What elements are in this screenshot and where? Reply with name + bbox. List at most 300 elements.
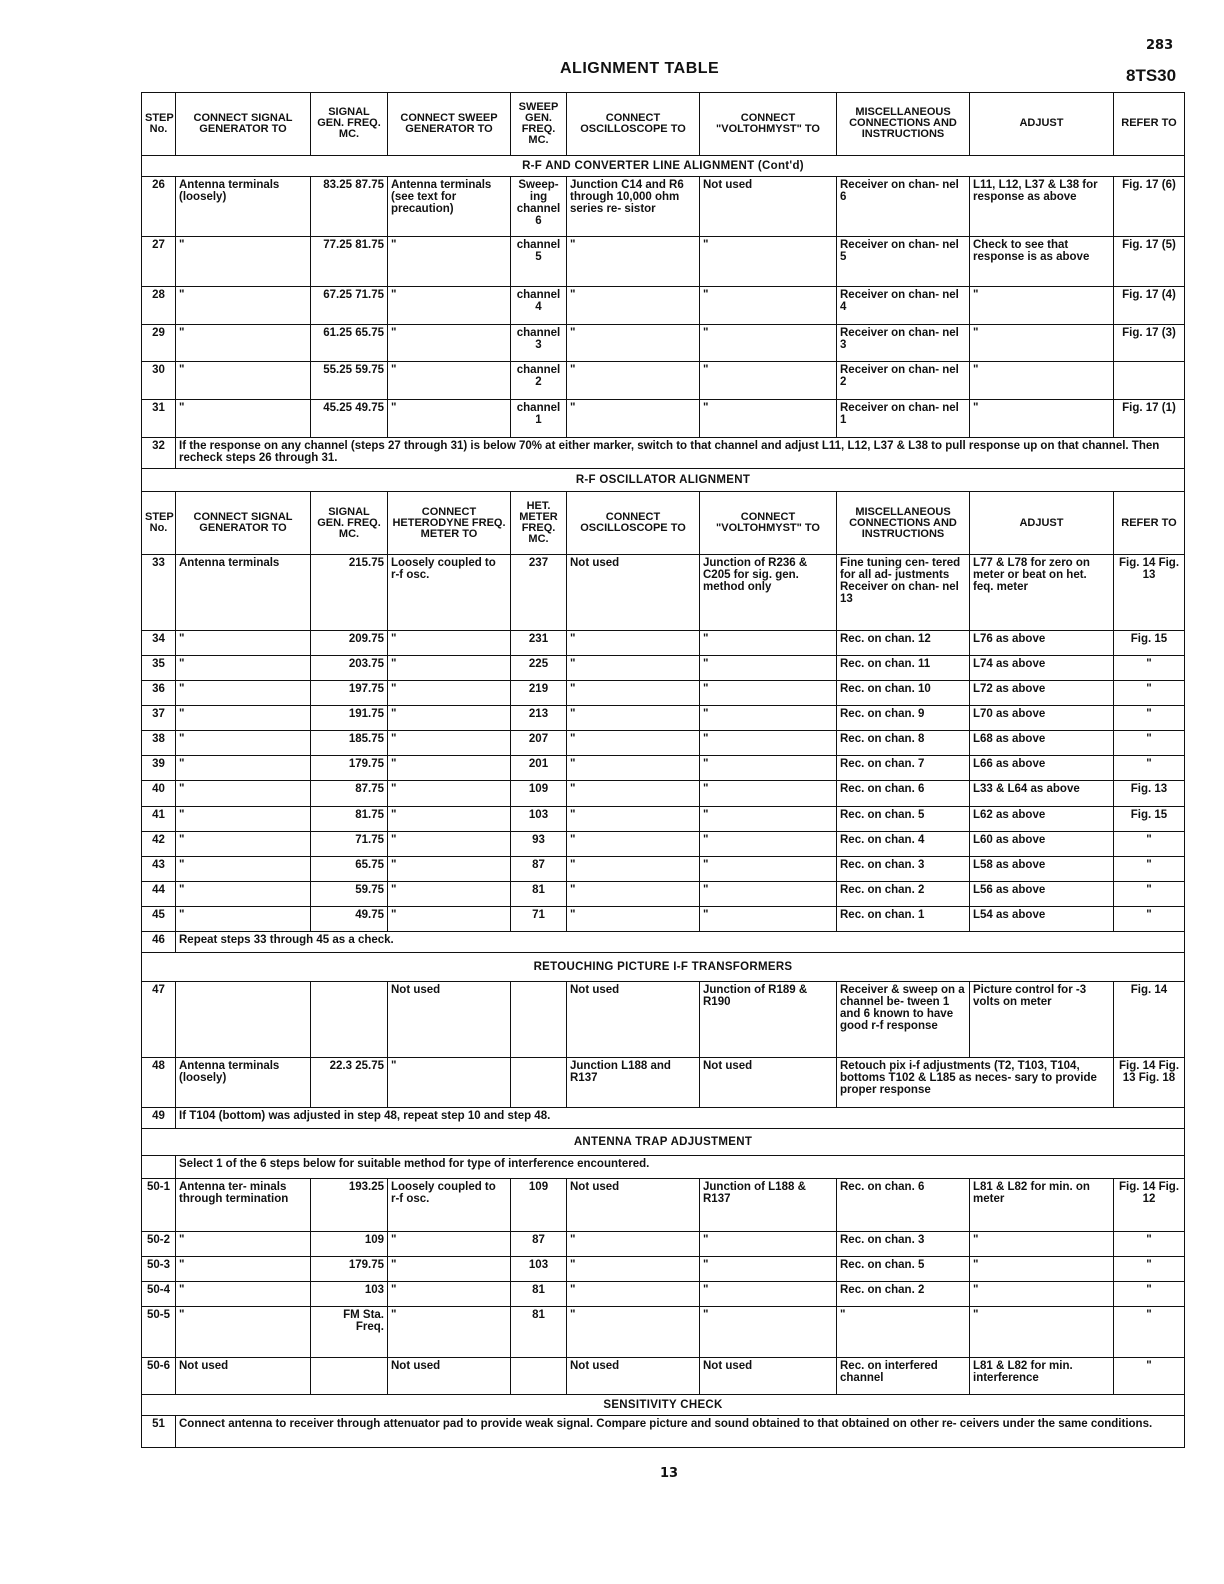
cell-het: " <box>388 705 511 730</box>
table-row <box>142 324 1185 362</box>
cell-scope: " <box>567 831 700 856</box>
cell-step: 50-5 <box>142 1307 176 1357</box>
cell-het: " <box>388 1307 511 1357</box>
cell-adjust: L11, L12, L37 & L38 for response as above <box>970 176 1114 236</box>
cell-misc: Receiver on chan- nel 4 <box>837 286 970 324</box>
cell-sig: " <box>176 400 311 438</box>
cell-refer: Fig. 15 <box>1114 806 1185 831</box>
section-row <box>142 155 1185 176</box>
cell-sig: " <box>176 1282 311 1307</box>
cell-het: " <box>388 831 511 856</box>
cell-hfreq: 109 <box>511 781 567 806</box>
section-row <box>142 953 1185 982</box>
table-row <box>142 437 1185 468</box>
cell-sig: " <box>176 731 311 756</box>
cell-adjust: Picture control for -3 volts on meter <box>970 982 1114 1057</box>
cell-misc: Receiver on chan- nel 5 <box>837 236 970 286</box>
cell-scope: " <box>567 1307 700 1357</box>
cell-sfreq: channel 3 <box>511 324 567 362</box>
cell-step: 40 <box>142 781 176 806</box>
cell-step: 29 <box>142 324 176 362</box>
cell-step <box>142 1156 176 1179</box>
cell-misc: Rec. on chan. 6 <box>837 781 970 806</box>
cell-hfreq: 71 <box>511 907 567 932</box>
cell-refer <box>1114 362 1185 400</box>
cell-refer: " <box>1114 1357 1185 1395</box>
cell-hfreq: 81 <box>511 1307 567 1357</box>
header-sweep_freq: SWEEP GEN. FREQ. MC. <box>511 93 567 156</box>
cell-refer: Fig. 14 Fig. 13 Fig. 18 <box>1114 1057 1185 1107</box>
cell-step: 38 <box>142 731 176 756</box>
cell-sig <box>176 982 311 1057</box>
section-row <box>142 1129 1185 1156</box>
cell-misc: Rec. on chan. 8 <box>837 731 970 756</box>
cell-volt: " <box>700 806 837 831</box>
cell-refer: " <box>1114 705 1185 730</box>
cell-het: Not used <box>388 982 511 1057</box>
cell-freq <box>311 1357 388 1395</box>
header-adjust: ADJUST <box>970 492 1114 555</box>
header-volt: CONNECT "VOLTOHMYST" TO <box>700 93 837 156</box>
table-row <box>142 1357 1185 1395</box>
cell-het: " <box>388 1057 511 1107</box>
cell-hfreq <box>511 1057 567 1107</box>
cell-refer: Fig. 13 <box>1114 781 1185 806</box>
section-title: SENSITIVITY CHECK <box>142 1395 1185 1416</box>
cell-scope: " <box>567 907 700 932</box>
page-number: 283 <box>1146 38 1174 53</box>
cell-refer: " <box>1114 881 1185 906</box>
header-misc: MISCELLANEOUS CONNECTIONS AND INSTRUCTIONS <box>837 492 970 555</box>
header-refer: REFER TO <box>1114 492 1185 555</box>
table-row <box>142 1231 1185 1256</box>
cell-step: 41 <box>142 806 176 831</box>
cell-het: " <box>388 1231 511 1256</box>
cell-misc: Receiver on chan- nel 1 <box>837 400 970 438</box>
cell-volt: Not used <box>700 1357 837 1395</box>
cell-volt: " <box>700 881 837 906</box>
cell-het: " <box>388 1256 511 1281</box>
table-row <box>142 680 1185 705</box>
cell-scope: " <box>567 881 700 906</box>
cell-scope: " <box>567 1231 700 1256</box>
cell-sig: " <box>176 1231 311 1256</box>
cell-volt: " <box>700 831 837 856</box>
header-row <box>142 93 1185 156</box>
cell-refer: " <box>1114 731 1185 756</box>
cell-misc: Receiver & sweep on a channel be- tween 1 and 6 known to have good r-f response <box>837 982 970 1057</box>
model-number: 8TS30 <box>1126 66 1177 85</box>
cell-freq: 179.75 <box>311 1256 388 1281</box>
cell-scope: " <box>567 236 700 286</box>
cell-step: 32 <box>142 437 176 468</box>
cell-het: " <box>388 806 511 831</box>
cell-volt: " <box>700 680 837 705</box>
cell-scope: " <box>567 680 700 705</box>
cell-sfreq: channel 5 <box>511 236 567 286</box>
header-step: STEP No. <box>142 93 176 156</box>
cell-refer: " <box>1114 907 1185 932</box>
header-het_freq: HET. METER FREQ. MC. <box>511 492 567 555</box>
cell-adjust: " <box>970 286 1114 324</box>
cell-refer: " <box>1114 831 1185 856</box>
cell-sig: " <box>176 630 311 655</box>
cell-sig: Not used <box>176 1357 311 1395</box>
header-sweep_gen: CONNECT SWEEP GENERATOR TO <box>388 93 511 156</box>
cell-sweep: " <box>388 236 511 286</box>
cell-sig: " <box>176 655 311 680</box>
cell-hfreq: 237 <box>511 555 567 630</box>
cell-het: Loosely coupled to r-f osc. <box>388 1179 511 1231</box>
cell-scope: " <box>567 856 700 881</box>
cell-hfreq: 93 <box>511 831 567 856</box>
cell-adjust: L60 as above <box>970 831 1114 856</box>
cell-sig: Antenna ter- minals through termination <box>176 1179 311 1231</box>
cell-het: " <box>388 1282 511 1307</box>
cell-sig: " <box>176 1307 311 1357</box>
cell-sig: " <box>176 907 311 932</box>
cell-step: 37 <box>142 705 176 730</box>
cell-scope: Not used <box>567 1357 700 1395</box>
table-row <box>142 1156 1185 1179</box>
cell-volt: " <box>700 362 837 400</box>
table-row <box>142 236 1185 286</box>
cell-volt: Not used <box>700 176 837 236</box>
cell-refer: Fig. 17 (3) <box>1114 324 1185 362</box>
cell-het: Loosely coupled to r-f osc. <box>388 555 511 630</box>
cell-freq: 185.75 <box>311 731 388 756</box>
cell-misc: Rec. on chan. 4 <box>837 831 970 856</box>
cell-adjust: L68 as above <box>970 731 1114 756</box>
cell-freq: 215.75 <box>311 555 388 630</box>
header-step: STEP No. <box>142 492 176 555</box>
cell-scope: " <box>567 1256 700 1281</box>
cell-freq: 71.75 <box>311 831 388 856</box>
cell-adjust: " <box>970 1282 1114 1307</box>
cell-scope: Junction L188 and R137 <box>567 1057 700 1107</box>
cell-refer: " <box>1114 1256 1185 1281</box>
cell-volt: Junction of R236 & C205 for sig. gen. method only <box>700 555 837 630</box>
cell-scope: " <box>567 731 700 756</box>
cell-adjust: L76 as above <box>970 630 1114 655</box>
cell-volt: " <box>700 630 837 655</box>
cell-hfreq: 225 <box>511 655 567 680</box>
cell-adjust: " <box>970 324 1114 362</box>
cell-volt: " <box>700 756 837 781</box>
cell-freq: 109 <box>311 1231 388 1256</box>
cell-scope: " <box>567 756 700 781</box>
cell-freq: 65.75 <box>311 856 388 881</box>
cell-misc: Receiver on chan- nel 6 <box>837 176 970 236</box>
cell-step: 30 <box>142 362 176 400</box>
header-volt: CONNECT "VOLTOHMYST" TO <box>700 492 837 555</box>
cell-scope: " <box>567 400 700 438</box>
cell-step: 31 <box>142 400 176 438</box>
table-row <box>142 932 1185 953</box>
cell-sfreq: channel 1 <box>511 400 567 438</box>
cell-freq: 49.75 <box>311 907 388 932</box>
page-title: ALIGNMENT TABLE <box>560 60 720 77</box>
cell-adjust: Check to see that response is as above <box>970 236 1114 286</box>
cell-het: " <box>388 630 511 655</box>
section-title: R-F AND CONVERTER LINE ALIGNMENT (Cont'd) <box>142 155 1185 176</box>
cell-scope: " <box>567 286 700 324</box>
cell-refer: " <box>1114 1307 1185 1357</box>
cell-refer: Fig. 17 (5) <box>1114 236 1185 286</box>
table-row <box>142 1256 1185 1281</box>
table-row <box>142 555 1185 630</box>
cell-step: 42 <box>142 831 176 856</box>
cell-het: " <box>388 881 511 906</box>
cell-misc: Rec. on chan. 9 <box>837 705 970 730</box>
header-refer: REFER TO <box>1114 93 1185 156</box>
cell-sweep: " <box>388 400 511 438</box>
cell-het: " <box>388 731 511 756</box>
cell-sig: Antenna terminals (loosely) <box>176 1057 311 1107</box>
cell-adjust: " <box>970 1307 1114 1357</box>
cell-het: " <box>388 655 511 680</box>
header-het: CONNECT HETERODYNE FREQ. METER TO <box>388 492 511 555</box>
cell-refer: " <box>1114 655 1185 680</box>
cell-het: " <box>388 907 511 932</box>
cell-hfreq: 81 <box>511 881 567 906</box>
cell-sfreq: channel 2 <box>511 362 567 400</box>
cell-adjust: " <box>970 362 1114 400</box>
cell-hfreq <box>511 982 567 1057</box>
cell-adjust: " <box>970 1231 1114 1256</box>
cell-step: 49 <box>142 1108 176 1129</box>
cell-refer: Fig. 14 Fig. 13 <box>1114 555 1185 630</box>
cell-sig: " <box>176 756 311 781</box>
cell-het: " <box>388 856 511 881</box>
cell-note: If the response on any channel (steps 27 through 31) is below 70% at either marker, switch to that channel and adjust L11, L12, L37 & L38 to pull response up on that channel. Then recheck steps 26 through 31. <box>176 437 1185 468</box>
cell-sig: " <box>176 680 311 705</box>
cell-scope: " <box>567 781 700 806</box>
cell-volt: " <box>700 907 837 932</box>
cell-volt: " <box>700 236 837 286</box>
table-row <box>142 806 1185 831</box>
header-scope: CONNECT OSCILLOSCOPE TO <box>567 492 700 555</box>
cell-volt: " <box>700 781 837 806</box>
cell-sweep: " <box>388 362 511 400</box>
cell-freq: 59.75 <box>311 881 388 906</box>
cell-step: 34 <box>142 630 176 655</box>
cell-step: 36 <box>142 680 176 705</box>
cell-freq: 83.25 87.75 <box>311 176 388 236</box>
cell-hfreq: 103 <box>511 806 567 831</box>
cell-refer: " <box>1114 680 1185 705</box>
cell-scope: " <box>567 630 700 655</box>
cell-volt: " <box>700 324 837 362</box>
cell-sig: " <box>176 831 311 856</box>
header-sig_freq: SIGNAL GEN. FREQ. MC. <box>311 492 388 555</box>
section-row <box>142 1395 1185 1416</box>
cell-volt: " <box>700 1282 837 1307</box>
cell-volt: Not used <box>700 1057 837 1107</box>
cell-volt: Junction of R189 & R190 <box>700 982 837 1057</box>
cell-sig: " <box>176 1256 311 1281</box>
cell-volt: " <box>700 1231 837 1256</box>
cell-misc: Rec. on chan. 5 <box>837 1256 970 1281</box>
cell-scope: " <box>567 1282 700 1307</box>
table-row <box>142 1057 1185 1107</box>
cell-step: 46 <box>142 932 176 953</box>
cell-volt: " <box>700 856 837 881</box>
footer-page-number: 13 <box>660 1466 679 1481</box>
cell-misc: Rec. on chan. 2 <box>837 1282 970 1307</box>
cell-volt: " <box>700 705 837 730</box>
cell-misc: Rec. on chan. 5 <box>837 806 970 831</box>
cell-step: 35 <box>142 655 176 680</box>
alignment-table-wrap <box>141 92 1184 1448</box>
cell-misc: Rec. on chan. 11 <box>837 655 970 680</box>
cell-freq: 197.75 <box>311 680 388 705</box>
table-row <box>142 1307 1185 1357</box>
cell-misc: Fine tuning cen- tered for all ad- justments Receiver on chan- nel 13 <box>837 555 970 630</box>
cell-scope: Not used <box>567 555 700 630</box>
cell-scope: " <box>567 362 700 400</box>
cell-refer: Fig. 17 (1) <box>1114 400 1185 438</box>
cell-misc: Rec. on chan. 1 <box>837 907 970 932</box>
table-row <box>142 655 1185 680</box>
cell-refer: " <box>1114 1231 1185 1256</box>
cell-freq: 191.75 <box>311 705 388 730</box>
cell-sig: Antenna terminals <box>176 555 311 630</box>
cell-hfreq: 103 <box>511 1256 567 1281</box>
cell-misc: Receiver on chan- nel 2 <box>837 362 970 400</box>
cell-misc: Retouch pix i-f adjustments (T2, T103, T104, bottoms T102 & L185 as neces- sary to provide proper response <box>837 1057 1114 1107</box>
cell-volt: " <box>700 1307 837 1357</box>
cell-adjust: L81 & L82 for min. on meter <box>970 1179 1114 1231</box>
header-sig_freq: SIGNAL GEN. FREQ. MC. <box>311 93 388 156</box>
section-title: RETOUCHING PICTURE I-F TRANSFORMERS <box>142 953 1185 982</box>
cell-freq: 193.25 <box>311 1179 388 1231</box>
cell-freq: 209.75 <box>311 630 388 655</box>
cell-step: 50-1 <box>142 1179 176 1231</box>
cell-step: 33 <box>142 555 176 630</box>
cell-sig: " <box>176 781 311 806</box>
table-row <box>142 362 1185 400</box>
cell-step: 50-3 <box>142 1256 176 1281</box>
cell-step: 44 <box>142 881 176 906</box>
cell-adjust: L33 & L64 as above <box>970 781 1114 806</box>
table-row <box>142 856 1185 881</box>
cell-sfreq: Sweep- ing channel 6 <box>511 176 567 236</box>
table-row <box>142 907 1185 932</box>
cell-sfreq: channel 4 <box>511 286 567 324</box>
header-scope: CONNECT OSCILLOSCOPE TO <box>567 93 700 156</box>
cell-adjust: L72 as above <box>970 680 1114 705</box>
cell-refer: " <box>1114 856 1185 881</box>
cell-step: 50-4 <box>142 1282 176 1307</box>
cell-volt: " <box>700 655 837 680</box>
section-row <box>142 469 1185 492</box>
cell-freq: 22.3 25.75 <box>311 1057 388 1107</box>
header-adjust: ADJUST <box>970 93 1114 156</box>
cell-sweep: " <box>388 286 511 324</box>
cell-refer: Fig. 15 <box>1114 630 1185 655</box>
trap-note: Select 1 of the 6 steps below for suitable method for type of interference encountered. <box>176 1156 1185 1179</box>
cell-sig: " <box>176 236 311 286</box>
cell-het: " <box>388 781 511 806</box>
cell-step: 45 <box>142 907 176 932</box>
cell-scope: " <box>567 324 700 362</box>
cell-het: " <box>388 680 511 705</box>
cell-freq: 55.25 59.75 <box>311 362 388 400</box>
table-row <box>142 705 1185 730</box>
cell-scope: Junction C14 and R6 through 10,000 ohm series re- sistor <box>567 176 700 236</box>
cell-step: 27 <box>142 236 176 286</box>
table-row <box>142 176 1185 236</box>
cell-freq: 179.75 <box>311 756 388 781</box>
cell-freq: 67.25 71.75 <box>311 286 388 324</box>
table-body <box>142 93 1185 1448</box>
cell-sig: " <box>176 881 311 906</box>
cell-note: Connect antenna to receiver through attenuator pad to provide weak signal. Compare picture and sound obtained to that obtained on other re- ceivers under the same conditions. <box>176 1416 1185 1448</box>
cell-hfreq: 207 <box>511 731 567 756</box>
cell-freq <box>311 982 388 1057</box>
cell-freq: 61.25 65.75 <box>311 324 388 362</box>
table-row <box>142 831 1185 856</box>
cell-sweep: " <box>388 324 511 362</box>
cell-sig: " <box>176 856 311 881</box>
table-row <box>142 881 1185 906</box>
header-misc: MISCELLANEOUS CONNECTIONS AND INSTRUCTIONS <box>837 93 970 156</box>
cell-volt: " <box>700 286 837 324</box>
cell-step: 50-2 <box>142 1231 176 1256</box>
cell-freq: 77.25 81.75 <box>311 236 388 286</box>
table-row <box>142 400 1185 438</box>
cell-misc: Rec. on chan. 7 <box>837 756 970 781</box>
cell-misc: Rec. on chan. 3 <box>837 856 970 881</box>
cell-freq: 87.75 <box>311 781 388 806</box>
table-row <box>142 756 1185 781</box>
cell-refer: " <box>1114 1282 1185 1307</box>
cell-hfreq: 81 <box>511 1282 567 1307</box>
cell-freq: FM Sta. Freq. <box>311 1307 388 1357</box>
cell-adjust: L56 as above <box>970 881 1114 906</box>
cell-adjust: L77 & L78 for zero on meter or beat on het. feq. meter <box>970 555 1114 630</box>
cell-refer: Fig. 14 Fig. 12 <box>1114 1179 1185 1231</box>
cell-hfreq: 231 <box>511 630 567 655</box>
cell-volt: " <box>700 400 837 438</box>
cell-sig: " <box>176 806 311 831</box>
cell-adjust: L62 as above <box>970 806 1114 831</box>
cell-adjust: " <box>970 400 1114 438</box>
cell-step: 28 <box>142 286 176 324</box>
cell-refer: Fig. 17 (6) <box>1114 176 1185 236</box>
cell-misc: Rec. on chan. 2 <box>837 881 970 906</box>
cell-sig: " <box>176 324 311 362</box>
cell-step: 43 <box>142 856 176 881</box>
cell-hfreq: 87 <box>511 856 567 881</box>
cell-scope: " <box>567 655 700 680</box>
cell-sig: " <box>176 362 311 400</box>
cell-refer: " <box>1114 756 1185 781</box>
cell-het: " <box>388 756 511 781</box>
cell-misc: Rec. on interfered channel <box>837 1357 970 1395</box>
cell-sig: Antenna terminals (loosely) <box>176 176 311 236</box>
cell-step: 50-6 <box>142 1357 176 1395</box>
table-row <box>142 1416 1185 1448</box>
table-row <box>142 982 1185 1057</box>
header-sig_gen: CONNECT SIGNAL GENERATOR TO <box>176 492 311 555</box>
cell-het: Not used <box>388 1357 511 1395</box>
cell-misc: Rec. on chan. 6 <box>837 1179 970 1231</box>
cell-misc: Rec. on chan. 3 <box>837 1231 970 1256</box>
header-row <box>142 492 1185 555</box>
cell-freq: 103 <box>311 1282 388 1307</box>
